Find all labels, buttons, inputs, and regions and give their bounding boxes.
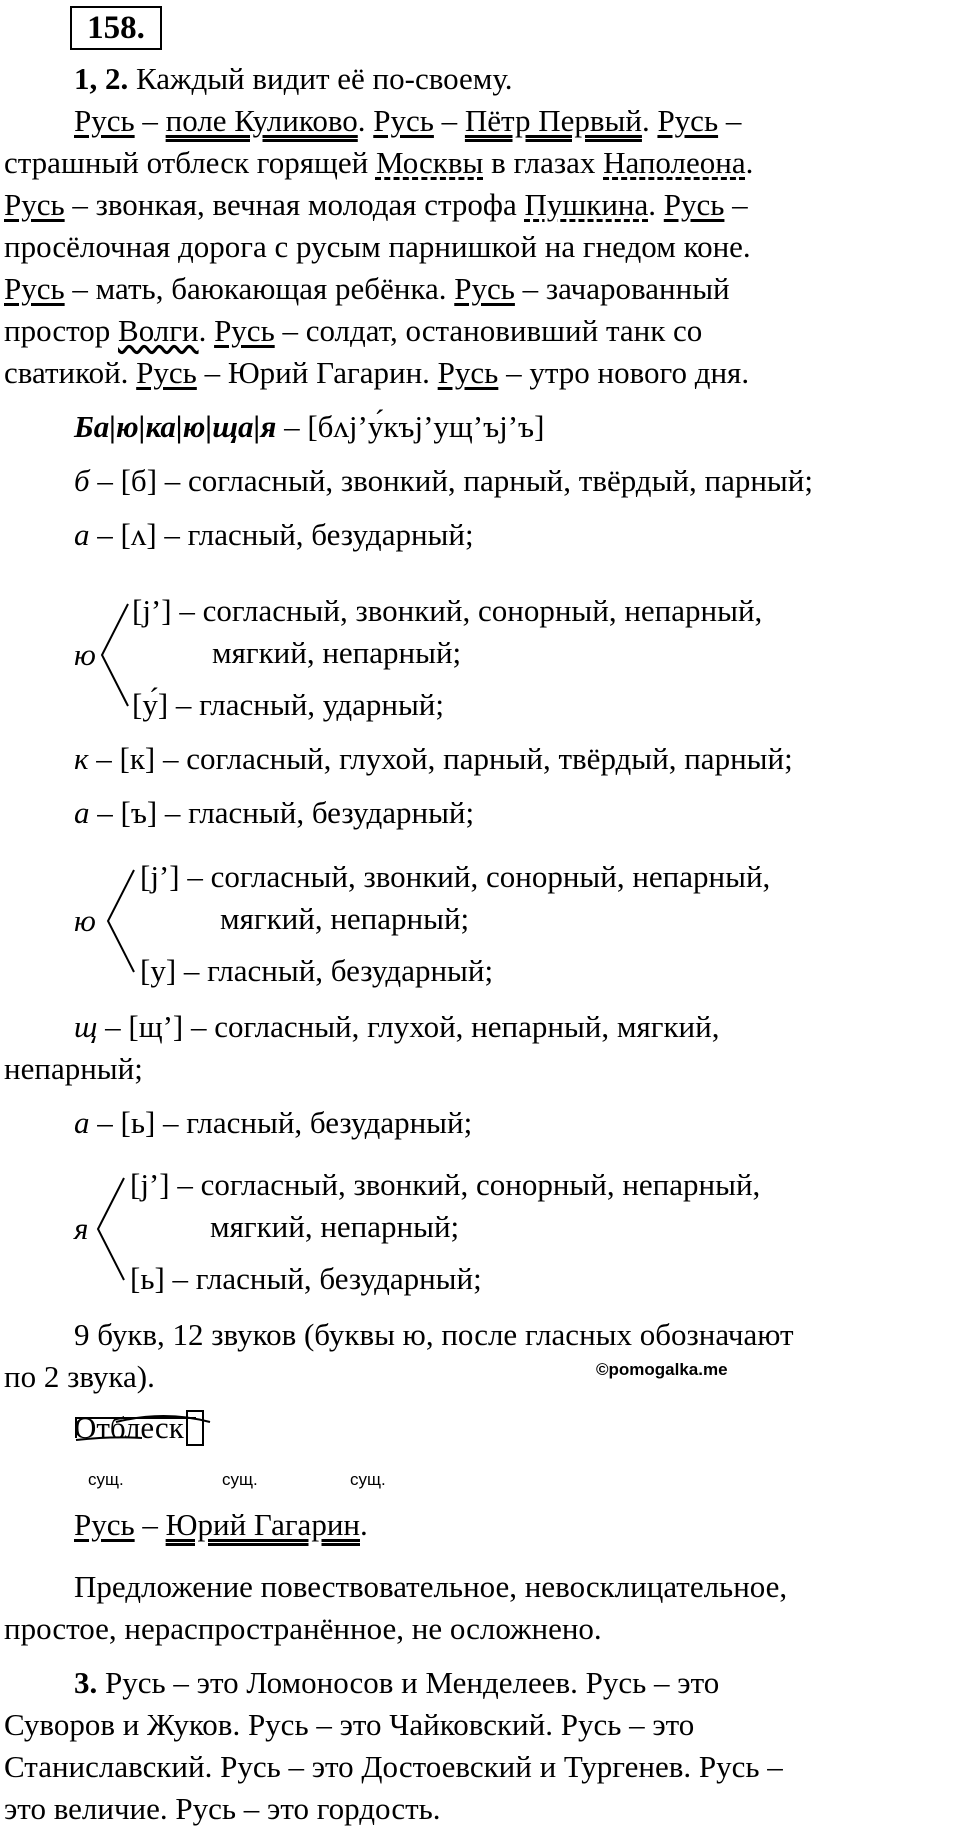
subject: Русь (74, 1507, 135, 1542)
sound-line-cont: мягкий, непарный; (212, 635, 462, 670)
letter: а (74, 517, 90, 552)
brace-icon (104, 866, 138, 976)
summary-line-1: 9 букв, 12 звуков (буквы ю, после гласных обозначают (74, 1317, 794, 1352)
punct: . (198, 313, 215, 348)
paragraph-line-2 (4, 142, 753, 184)
dash: – (433, 103, 465, 138)
attribute: Москвы (375, 145, 484, 180)
paragraph-line-6 (4, 310, 702, 352)
text: – утро нового дня. (498, 355, 750, 390)
phonetic-a3 (74, 1102, 472, 1144)
text: – зачарованный (514, 271, 730, 306)
attribute: Волги (118, 313, 199, 348)
letter: щ (74, 1009, 98, 1044)
subject: Русь (74, 103, 135, 138)
paragraph-line-4: просёлочная дорога с русым парнишкой на гнедом коне. (4, 229, 751, 264)
phonetic-b (74, 460, 813, 502)
subject: Русь (373, 103, 434, 138)
sound-line-cont: мягкий, непарный; (210, 1209, 460, 1244)
pos-label: сущ. (222, 1470, 258, 1489)
sound-line: [у] – гласный, безударный; (140, 953, 494, 988)
task3-line-3: Станиславский. Русь – это Достоевский и Тургенев. Русь – (4, 1749, 783, 1784)
paragraph-line-7 (4, 352, 749, 394)
task3-line-2: Суворов и Жуков. Русь – это Чайковский. Русь – это (4, 1707, 695, 1742)
pos-label: сущ. (88, 1470, 124, 1489)
task-title: Каждый видит её по-своему. (136, 61, 513, 96)
subject: Русь (214, 313, 275, 348)
letter-yu: ю (74, 637, 96, 672)
task3-line-1 (74, 1662, 719, 1704)
predicate: поле Куликово (165, 103, 358, 138)
letter-yu: ю (74, 903, 96, 938)
task3-line-4: это величие. Русь – это гордость. (4, 1791, 441, 1826)
task-number: 3. (74, 1665, 98, 1700)
transcription: – [бʌj’у́къj’ущ’ъj’ъ] (276, 409, 545, 444)
morpheme-marks (72, 1412, 214, 1452)
brace-icon (94, 1174, 128, 1284)
text: – мать, баюкающая ребёнка. (64, 271, 455, 306)
subject: Русь (437, 355, 499, 390)
subject: Русь (663, 187, 725, 222)
analyzed-sentence (74, 1504, 368, 1546)
predicate: Пётр Первый (464, 103, 642, 138)
phonetic-a1 (74, 514, 474, 556)
syllable-word: Ба|ю|ка|ю|ща|я (74, 409, 277, 444)
letter: к (74, 741, 89, 776)
morph-word: Отблеск (74, 1410, 184, 1445)
sound-line: [ь] – гласный, безударный; (130, 1261, 482, 1296)
punct: . (641, 103, 658, 138)
text: в глазах (483, 145, 604, 180)
characteristics-line-1: Предложение повествовательное, невосклицательное, (74, 1569, 788, 1604)
pos-label: сущ. (350, 1470, 386, 1489)
dash: – (718, 103, 742, 138)
task-1-2-line (74, 58, 513, 100)
attribute: Наполеона (603, 145, 746, 180)
dash: – (724, 187, 748, 222)
phonetic-k (74, 738, 793, 780)
sound-line: [j’] – согласный, звонкий, сонорный, непарный, (130, 1167, 761, 1202)
letter: а (74, 1105, 90, 1140)
sound-desc: – [б] – согласный, звонкий, парный, твёрдый, парный; (89, 463, 813, 498)
attribute: Пушкина (524, 187, 649, 222)
punct: . (648, 187, 664, 222)
subject: Русь (657, 103, 719, 138)
exercise-number: 158. (70, 6, 162, 50)
punct: . (360, 1507, 368, 1542)
text: – Юрий Гагарин. (196, 355, 438, 390)
dash: – (134, 1507, 166, 1542)
punct: . (745, 145, 754, 180)
sound-line-cont: мягкий, непарный; (220, 901, 470, 936)
text: простор (4, 313, 119, 348)
subject: Русь (4, 187, 65, 222)
sound-desc: – [ъ] – гласный, безударный; (89, 795, 475, 830)
paragraph-line-5 (4, 268, 730, 310)
sound-desc: – [ʌ] – гласный, безударный; (89, 517, 474, 552)
sound-desc: – [ь] – гласный, безударный; (89, 1105, 473, 1140)
watermark: ©pomogalka.me (596, 1360, 728, 1379)
subject: Русь (136, 355, 197, 390)
predicate: Юрий Гагарин (165, 1507, 360, 1542)
letter: а (74, 795, 90, 830)
phonetic-a2 (74, 792, 474, 834)
task3-text: Русь – это Ломоносов и Менделеев. Русь – это (97, 1665, 720, 1700)
phonetic-sch (74, 1006, 719, 1048)
dash: – (134, 103, 166, 138)
phonetic-header (74, 406, 544, 448)
text: – звонкая, вечная молодая строфа (64, 187, 525, 222)
summary-line-2: по 2 звука). (4, 1359, 155, 1394)
subject: Русь (4, 271, 65, 306)
text: страшный отблеск горящей (4, 145, 376, 180)
text: сватикой. (4, 355, 137, 390)
letter-ya: я (74, 1211, 89, 1246)
characteristics-line-2: простое, нераспространённое, не осложнено. (4, 1611, 602, 1646)
punct: . (357, 103, 374, 138)
subject: Русь (454, 271, 515, 306)
letter: б (74, 463, 90, 498)
paragraph-line-1 (74, 100, 741, 142)
sound-line: [j’] – согласный, звонкий, сонорный, непарный, (132, 593, 763, 628)
text: – солдат, остановивший танк со (274, 313, 703, 348)
phonetic-sch-cont: непарный; (4, 1051, 143, 1086)
sound-line: [у́] – гласный, ударный; (132, 687, 444, 722)
sound-desc: – [щ’] – согласный, глухой, непарный, мягкий, (97, 1009, 720, 1044)
sound-desc: – [к] – согласный, глухой, парный, твёрдый, парный; (88, 741, 793, 776)
task-number: 1, 2. (74, 61, 129, 96)
brace-icon (98, 600, 132, 710)
paragraph-line-3 (4, 184, 748, 226)
sound-line: [j’] – согласный, звонкий, сонорный, непарный, (140, 859, 771, 894)
